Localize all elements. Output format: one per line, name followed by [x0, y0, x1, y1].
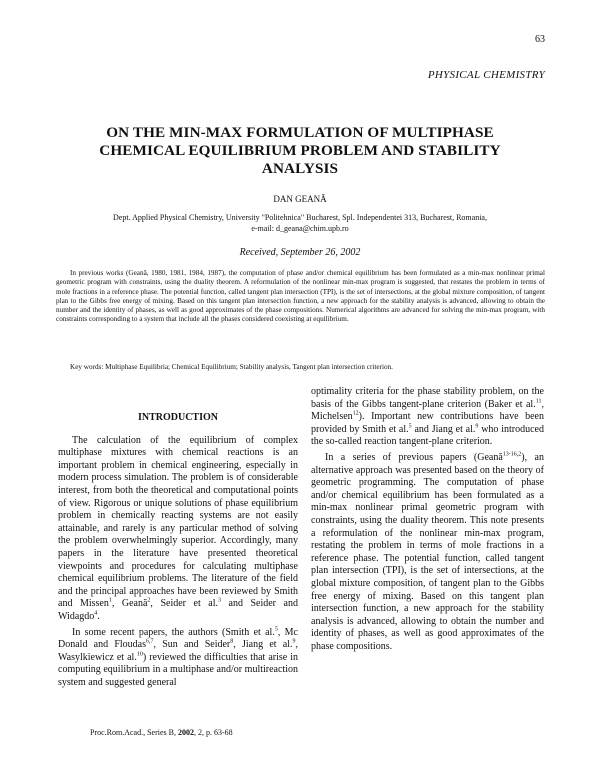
affiliation-address: Dept. Applied Physical Chemistry, University "Politehnica" Bucharest, Spl. Independentei 313, Bucharest, Romania, — [113, 213, 487, 222]
left-column — [58, 412, 298, 689]
right-column — [311, 386, 544, 653]
received-date: Received, September 26, 2002 — [239, 247, 361, 258]
affiliation — [0, 212, 600, 234]
keywords: Key words: Multiphase Equilibria; Chemical Equilibrium; Stability analysis, Tangent plan intersection criterion. — [70, 363, 393, 371]
intro-paragraph-1: The calculation of the equilibrium of complex multiphase mixtures with chemical reactions is an important problem in chemical engineering, especially in modern process simulation. The problem is of considerable interest, from both the theoretical and computational points of view. Rigorous or unique solutions of phase equilibrium problem in chemically reacting systems are not easily attainable, and rarely is any particular method of solving the problem overwhelmingly superior. Accordingly, many papers in the literature have presented theoretical viewpoints and procedures for calculating multiphase chemical equilibrium problems. The literature of the field and the principal approaches have been reviewed by Smith and Missen$^1$, Geană$^2$, Seider et al.$^3$ and Seider and Widagdo$^4$. — [58, 434, 298, 622]
paper-title — [60, 124, 540, 178]
intro-paragraph-2: In some recent papers, the authors (Smith et al.$^5$, Mc Donald and Floudas$^{6,7}$, Sun and Seider$^8$, Jiang et al.$^9$, Wasylkiewicz et al.$^{10}$) reviewed the difficulties that arise in computing equilibrium in a multiphase and/or multireaction system and suggested general — [58, 626, 299, 688]
section-label: PHYSICAL CHEMISTRY — [427, 69, 545, 81]
intro-paragraph-3: optimality criteria for the phase stability problem, on the basis of the Gibbs tangent-plane criterion (Baker et al.$^{11}$, Michelsen$^{12}$). Important new contributions have been provided by Smith et al.$^5$ and Jiang et al.$^9$ who introduced the so-called reaction tangent-plane criterion. — [311, 386, 544, 448]
abstract: In previous works (Geană, 1980, 1981, 1984, 1987), the computation of phase and/or chemical equilibrium has been formulated as a min-max nonlinear primal geometric program with constraints, using the duality theorem. A reformulation of the nonlinear min-max program is suggested, that restates the problem in terms of mole fractions in a reference phase. The potential function, called tangent plan intersection (TPI), is the set of intersections, at the global mixture composition, of tangent plan to the Gibbs free energy of mixing. Based on this tangent plan intersection function, a new approach for the stability analysis is advanced, allowing to obtain the number and the identity of phases, as well as good approximates of the phase compositions. Numerical algorithms are advanced for solving the min-max program, with constraints corresponding to a system that include all the phases considered coexisting at equilibrium. — [56, 269, 545, 324]
title-line: CHEMICAL EQUILIBRIUM PROBLEM AND STABILITY — [99, 142, 501, 159]
section-heading-introduction: INTRODUCTION — [137, 412, 218, 423]
page-number: 63 — [535, 34, 545, 45]
affiliation-email: e-mail: d_geana@chim.upb.ro — [251, 224, 349, 233]
author-name: DAN GEANĂ — [273, 194, 327, 204]
journal-citation: Proc.Rom.Acad., Series B, 2002, 2, p. 63-68 — [90, 728, 233, 737]
title-line: ON THE MIN-MAX FORMULATION OF MULTIPHASE — [106, 124, 494, 141]
intro-paragraph-4: In a series of previous papers (Geană$^{13-16,2}$), an alternative approach was presented based on the theory of geometric programming. The computation of phase and/or chemical equilibrium has been formulated as a min-max nonlinear primal geometric program with constraints, using the duality theorem. This note presents a reformulation of the nonlinear min-max program, restating the problem in terms of mole fractions in a reference phase. The potential function, called tangent plan intersection (TPI), is the set of intersections, at the global mixture composition, of tangent plan to the Gibbs free energy of mixing. Based on this tangent plan intersection function, a new approach for the stability analysis is advanced, allowing to obtain the number and identity of phases, as well as good approximates of the phase compositions. — [311, 451, 544, 652]
title-line: ANALYSIS — [261, 160, 339, 177]
